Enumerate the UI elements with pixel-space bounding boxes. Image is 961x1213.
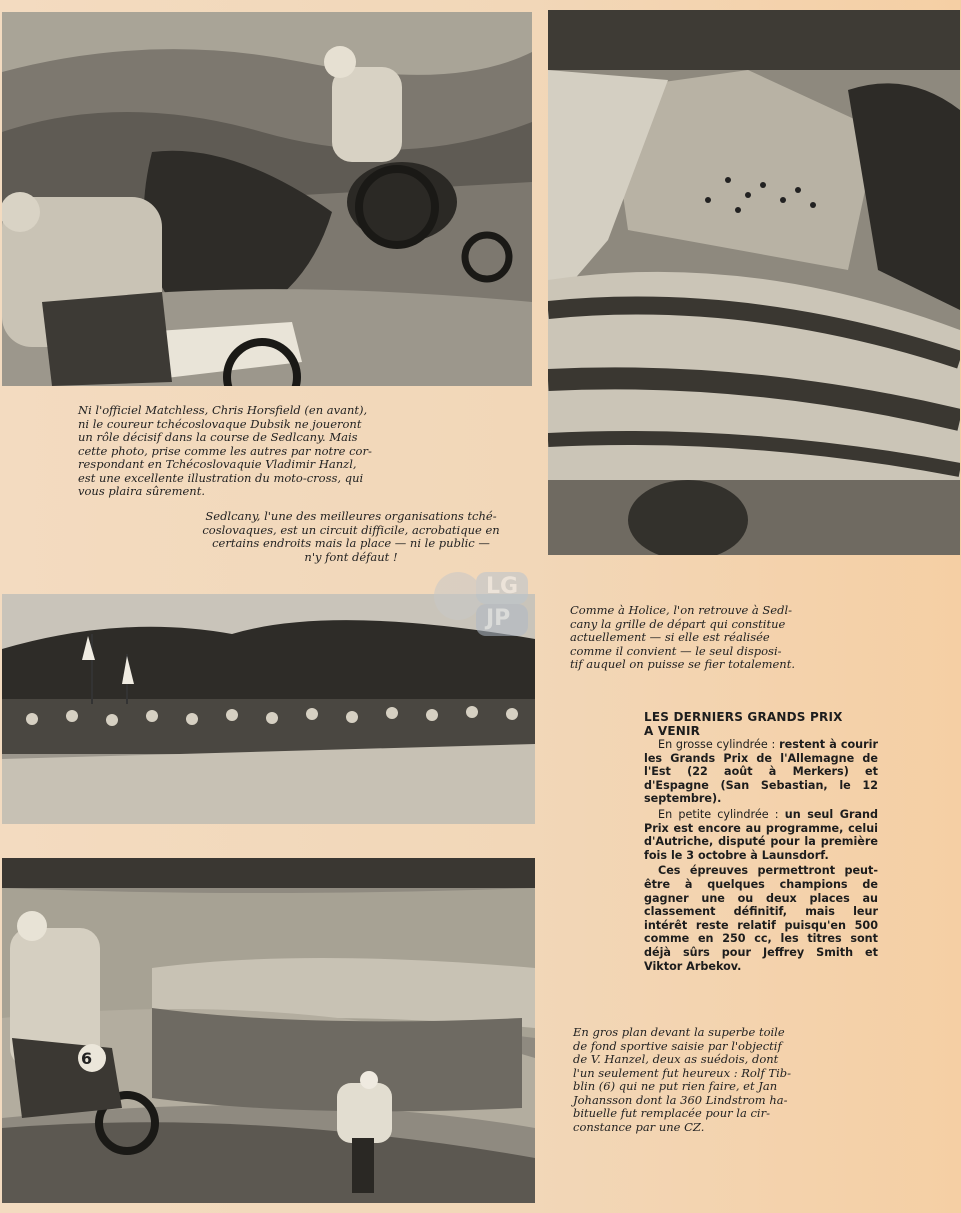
caption-line: cette photo, prise comme les autres par notre cor- [78, 443, 372, 458]
caption-line: l'un seulement fut heureux : Rolf Tib- [573, 1065, 792, 1080]
caption-line: actuellement — si elle est réalisée [570, 630, 770, 644]
rider-number: 6 [81, 1049, 93, 1068]
box-title-line-1: LES DERNIERS GRANDS PRIX [644, 710, 843, 724]
box-lead-text: En petite cylindrée : [658, 807, 779, 821]
watermark-text-lg: LG [486, 574, 519, 599]
caption-line: Johansson dont la 360 Lindstrom ha- [573, 1092, 788, 1107]
watermark-text-jp: JP [486, 606, 511, 631]
box-paragraph-2 [644, 808, 878, 862]
caption-line: de fond sportive saisie par l'objectif [573, 1038, 782, 1053]
photo-crowd-aerial [548, 10, 960, 555]
box-title-line-2: A VENIR [644, 724, 701, 738]
caption-line: bituelle fut remplacée pour la cir- [573, 1106, 770, 1120]
caption-line: vous plaira sûrement. [78, 484, 205, 498]
caption-line: un rôle décisif dans la course de Sedlcany. Mais [78, 430, 358, 444]
caption-line: comme il convient — le seul disposi- [570, 643, 782, 658]
box-title [644, 710, 878, 738]
caption-line: tif auquel on puisse se fier totalement. [570, 657, 795, 671]
grands-prix-box [644, 710, 878, 973]
photo-closeup-riders [2, 858, 535, 1203]
lgjp-watermark-logo [430, 566, 534, 642]
box-bold-text: restent à courir les Grands Prix de l'Allemagne de l'Est (22 août à Merkers) et d'Espagne (San Sebastian, le 12 septembre). [644, 738, 878, 806]
caption-line: cany la grille de départ qui constitue [570, 616, 786, 631]
caption-line: ni le coureur tchécoslovaque Dubsik ne joueront [78, 416, 362, 431]
caption-line: En gros plan devant la superbe toile [573, 1025, 785, 1039]
box-bold-text: Ces épreuves permettront peut-être à quelques champions de gagner une ou deux places au classement définitif, mais leur intérêt reste relatif puisqu'en 500 comme en 250 cc, les titres sont déjà sûrs pour Jeffrey Smith et Viktor Arbekov. [644, 864, 878, 973]
caption-closeup [573, 1026, 843, 1134]
caption-line: est une excellente illustration du moto-cross, qui [78, 470, 364, 485]
caption-line: Sedlcany, l'une des meilleures organisations tché- [205, 509, 497, 523]
caption-line: respondant en Tchécoslovaquie Vladimir Hanzl, [78, 457, 357, 471]
caption-matchless [78, 404, 528, 499]
box-paragraph-1 [644, 738, 878, 806]
caption-line: Ni l'officiel Matchless, Chris Horsfield (en avant), [78, 403, 368, 417]
caption-line: n'y font défaut ! [304, 549, 398, 564]
caption-line: Comme à Holice, l'on retrouve à Sedl- [570, 603, 793, 617]
caption-sedlcany [176, 510, 526, 564]
caption-line: coslovaques, est un circuit difficile, acrobatique en [202, 522, 500, 537]
photo-riders-jump [2, 12, 532, 386]
caption-line: de V. Hanzel, deux as suédois, dont [573, 1052, 779, 1066]
caption-line: certains endroits mais la place — ni le public — [212, 536, 490, 550]
caption-line: blin (6) qui ne put rien faire, et Jan [573, 1079, 778, 1093]
caption-holice [570, 604, 840, 672]
box-bold-text: un seul Grand Prix est encore au programme, celui d'Autriche, disputé pour la première fois le 3 octobre à Launsdorf. [644, 807, 878, 862]
caption-line: constance par une CZ. [573, 1119, 705, 1134]
box-lead-text: En grosse cylindrée : [658, 738, 776, 751]
box-paragraph-3 [644, 864, 878, 973]
